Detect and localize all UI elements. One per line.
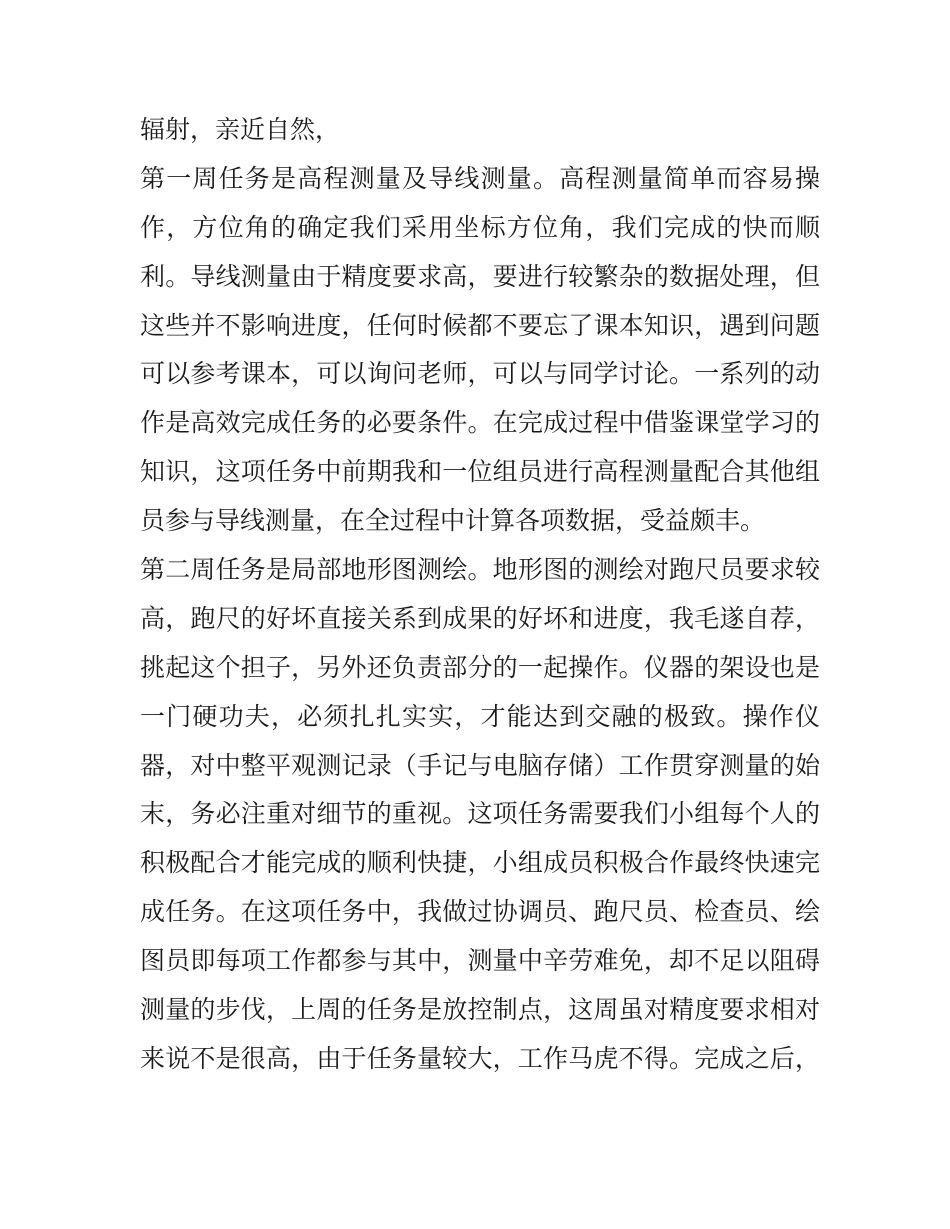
text-line: 成任务。在这项任务中，我做过协调员、跑尺员、检查员、绘 [140,897,820,927]
text-line: 测量的步伐，上周的任务是放控制点，这周虽对精度要求相对 [140,995,820,1025]
text-line: 利。导线测量由于精度要求高，要进行较繁杂的数据处理，但 [140,261,820,291]
text-line: 积极配合才能完成的顺利快捷，小组成员积极合作最终快速完 [140,848,820,878]
text-line: 知识，这项任务中前期我和一位组员进行高程测量配合其他组 [140,457,820,487]
text-line: 作是高效完成任务的必要条件。在完成过程中借鉴课堂学习的 [140,408,820,438]
text-line: 器，对中整平观测记录（手记与电脑存储）工作贯穿测量的始 [140,750,820,780]
text-line: 一门硬功夫，必须扎扎实实，才能达到交融的极致。操作仪 [140,701,820,731]
text-line: 作，方位角的确定我们采用坐标方位角，我们完成的快而顺 [140,212,820,242]
text-line: 挑起这个担子，另外还负责部分的一起操作。仪器的架设也是 [140,652,820,682]
text-line: 辐射，亲近自然， [140,115,341,144]
text-line: 员参与导线测量，在全过程中计算各项数据，受益颇丰。 [140,506,766,536]
body-text [140,106,820,1084]
text-line: 来说不是很高，由于任务量较大，工作马虎不得。完成之后， [140,1043,820,1073]
text-line: 可以参考课本，可以询问老师，可以与同学讨论。一系列的动 [140,359,820,389]
text-line: 这些并不影响进度，任何时候都不要忘了课本知识，遇到问题 [140,310,820,340]
text-line: 第二周任务是局部地形图测绘。地形图的测绘对跑尺员要求较 [140,555,820,585]
text-line: 图员即每项工作都参与其中，测量中辛劳难免，却不足以阻碍 [140,946,820,976]
text-line: 第一周任务是高程测量及导线测量。高程测量简单而容易操 [140,163,820,193]
text-line: 高，跑尺的好坏直接关系到成果的好坏和进度，我毛遂自荐， [140,603,820,633]
text-line: 末，务必注重对细节的重视。这项任务需要我们小组每个人的 [140,799,820,829]
